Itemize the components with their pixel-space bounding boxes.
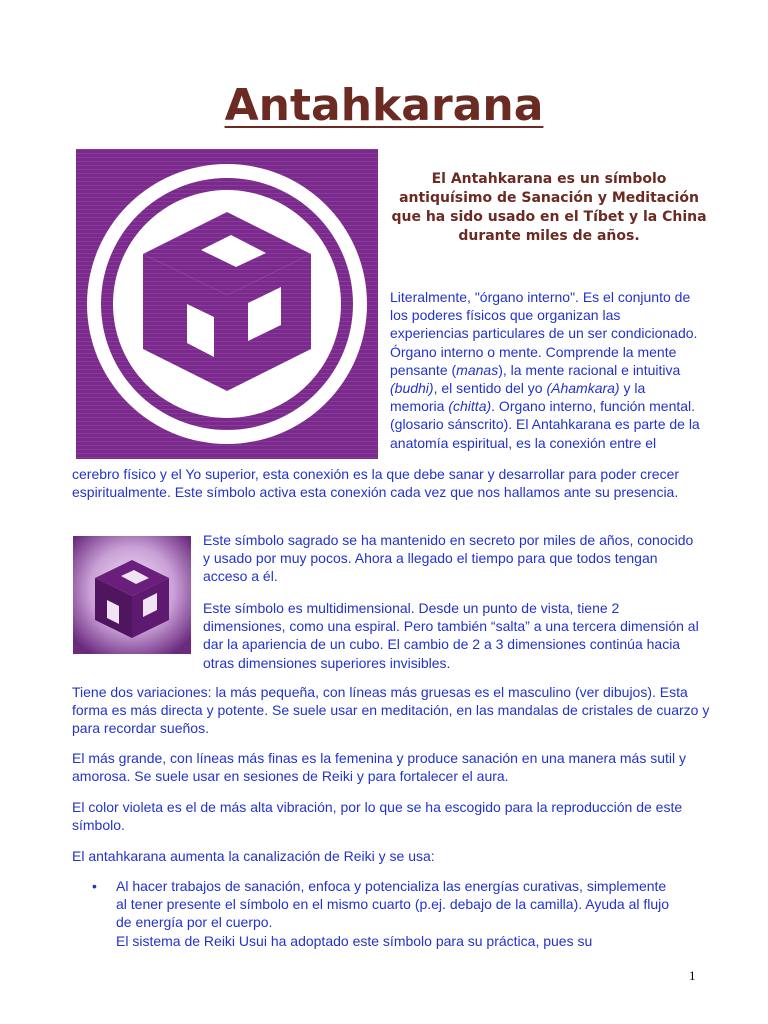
intro-paragraph: El Antahkarana es un símbolo antiquísimo de Sanación y Meditación que ha sido usado en el Tíbet y la China durante miles de años.: [391, 171, 707, 244]
list-item-text: Al hacer trabajos de sanación, enfoca y potencializa las energías curativas, simplemente al tener presente el símbolo en el mismo cuarto (p.ej. debajo de la camilla). Ayuda al flujo de energía por el cuerpo.: [116, 878, 670, 931]
definition-paragraph: Literalmente, "órgano interno". Es el conjunto de los poderes físicos que organizan las experiencias particulares de un ser condicionado. Órgano interno o mente. Comprende la mente pensante (manas), la mente racional e intuitiva (budhi), el sentido del yo (Ahamkara) y la memoria (chitta). Organo interno, función mental. (glosario sánscrito). El Antahkarana es parte de la anatomía espiritual, es la conexión entre el: [390, 289, 700, 451]
list-item-text-continued: El sistema de Reiki Usui ha adoptado este símbolo para su práctica, pues su: [116, 932, 593, 949]
variations-paragraph: Tiene dos variaciones: la más pequeña, con líneas más gruesas es el masculino (ver dibujos). Esta forma es más directa y potente. Se suele usar en meditación, en las mandalas de cristales de cuarzo y para recordar sueños.: [72, 684, 710, 737]
definition-continued: cerebro físico y el Yo superior, esta conexión es la que debe sanar y desarrollar para poder crecer espiritualmente. Este símbolo activa esta conexión cada vez que nos hallamos ante su presencia.: [72, 466, 680, 501]
bullet-marker: •: [92, 878, 97, 894]
multidimensional-paragraph: Este símbolo es multidimensional. Desde un punto de vista, tiene 2 dimensiones, como una espiral. Pero también “salta” a una tercera dimensión al dar la apariencia de un cubo. El cambio de 2 a 3 dimensiones continúa hacia otras dimensiones superiores invisibles.: [203, 600, 699, 671]
page-title: Antahkarana: [224, 80, 544, 131]
antahkarana-symbol-large: [76, 149, 378, 459]
larger-paragraph: El más grande, con líneas más finas es la femenina y produce sanación en una manera más sutil y amorosa. Se suele usar en sesiones de Reiki y para fortalecer el aura.: [72, 750, 686, 785]
list-item: [116, 877, 676, 950]
secret-paragraph: Este símbolo sagrado se ha mantenido en secreto por miles de años, conocido y usado por muy pocos. Ahora a llegado el tiempo para que todos tengan acceso a él.: [203, 532, 694, 585]
antahkarana-symbol-small: [73, 536, 191, 654]
reiki-paragraph: El antahkarana aumenta la canalización de Reiki y se usa:: [72, 848, 435, 864]
violet-paragraph: El color violeta es el de más alta vibración, por lo que se ha escogido para la reproducción de este símbolo.: [72, 799, 683, 834]
page-number: 1: [689, 968, 696, 983]
